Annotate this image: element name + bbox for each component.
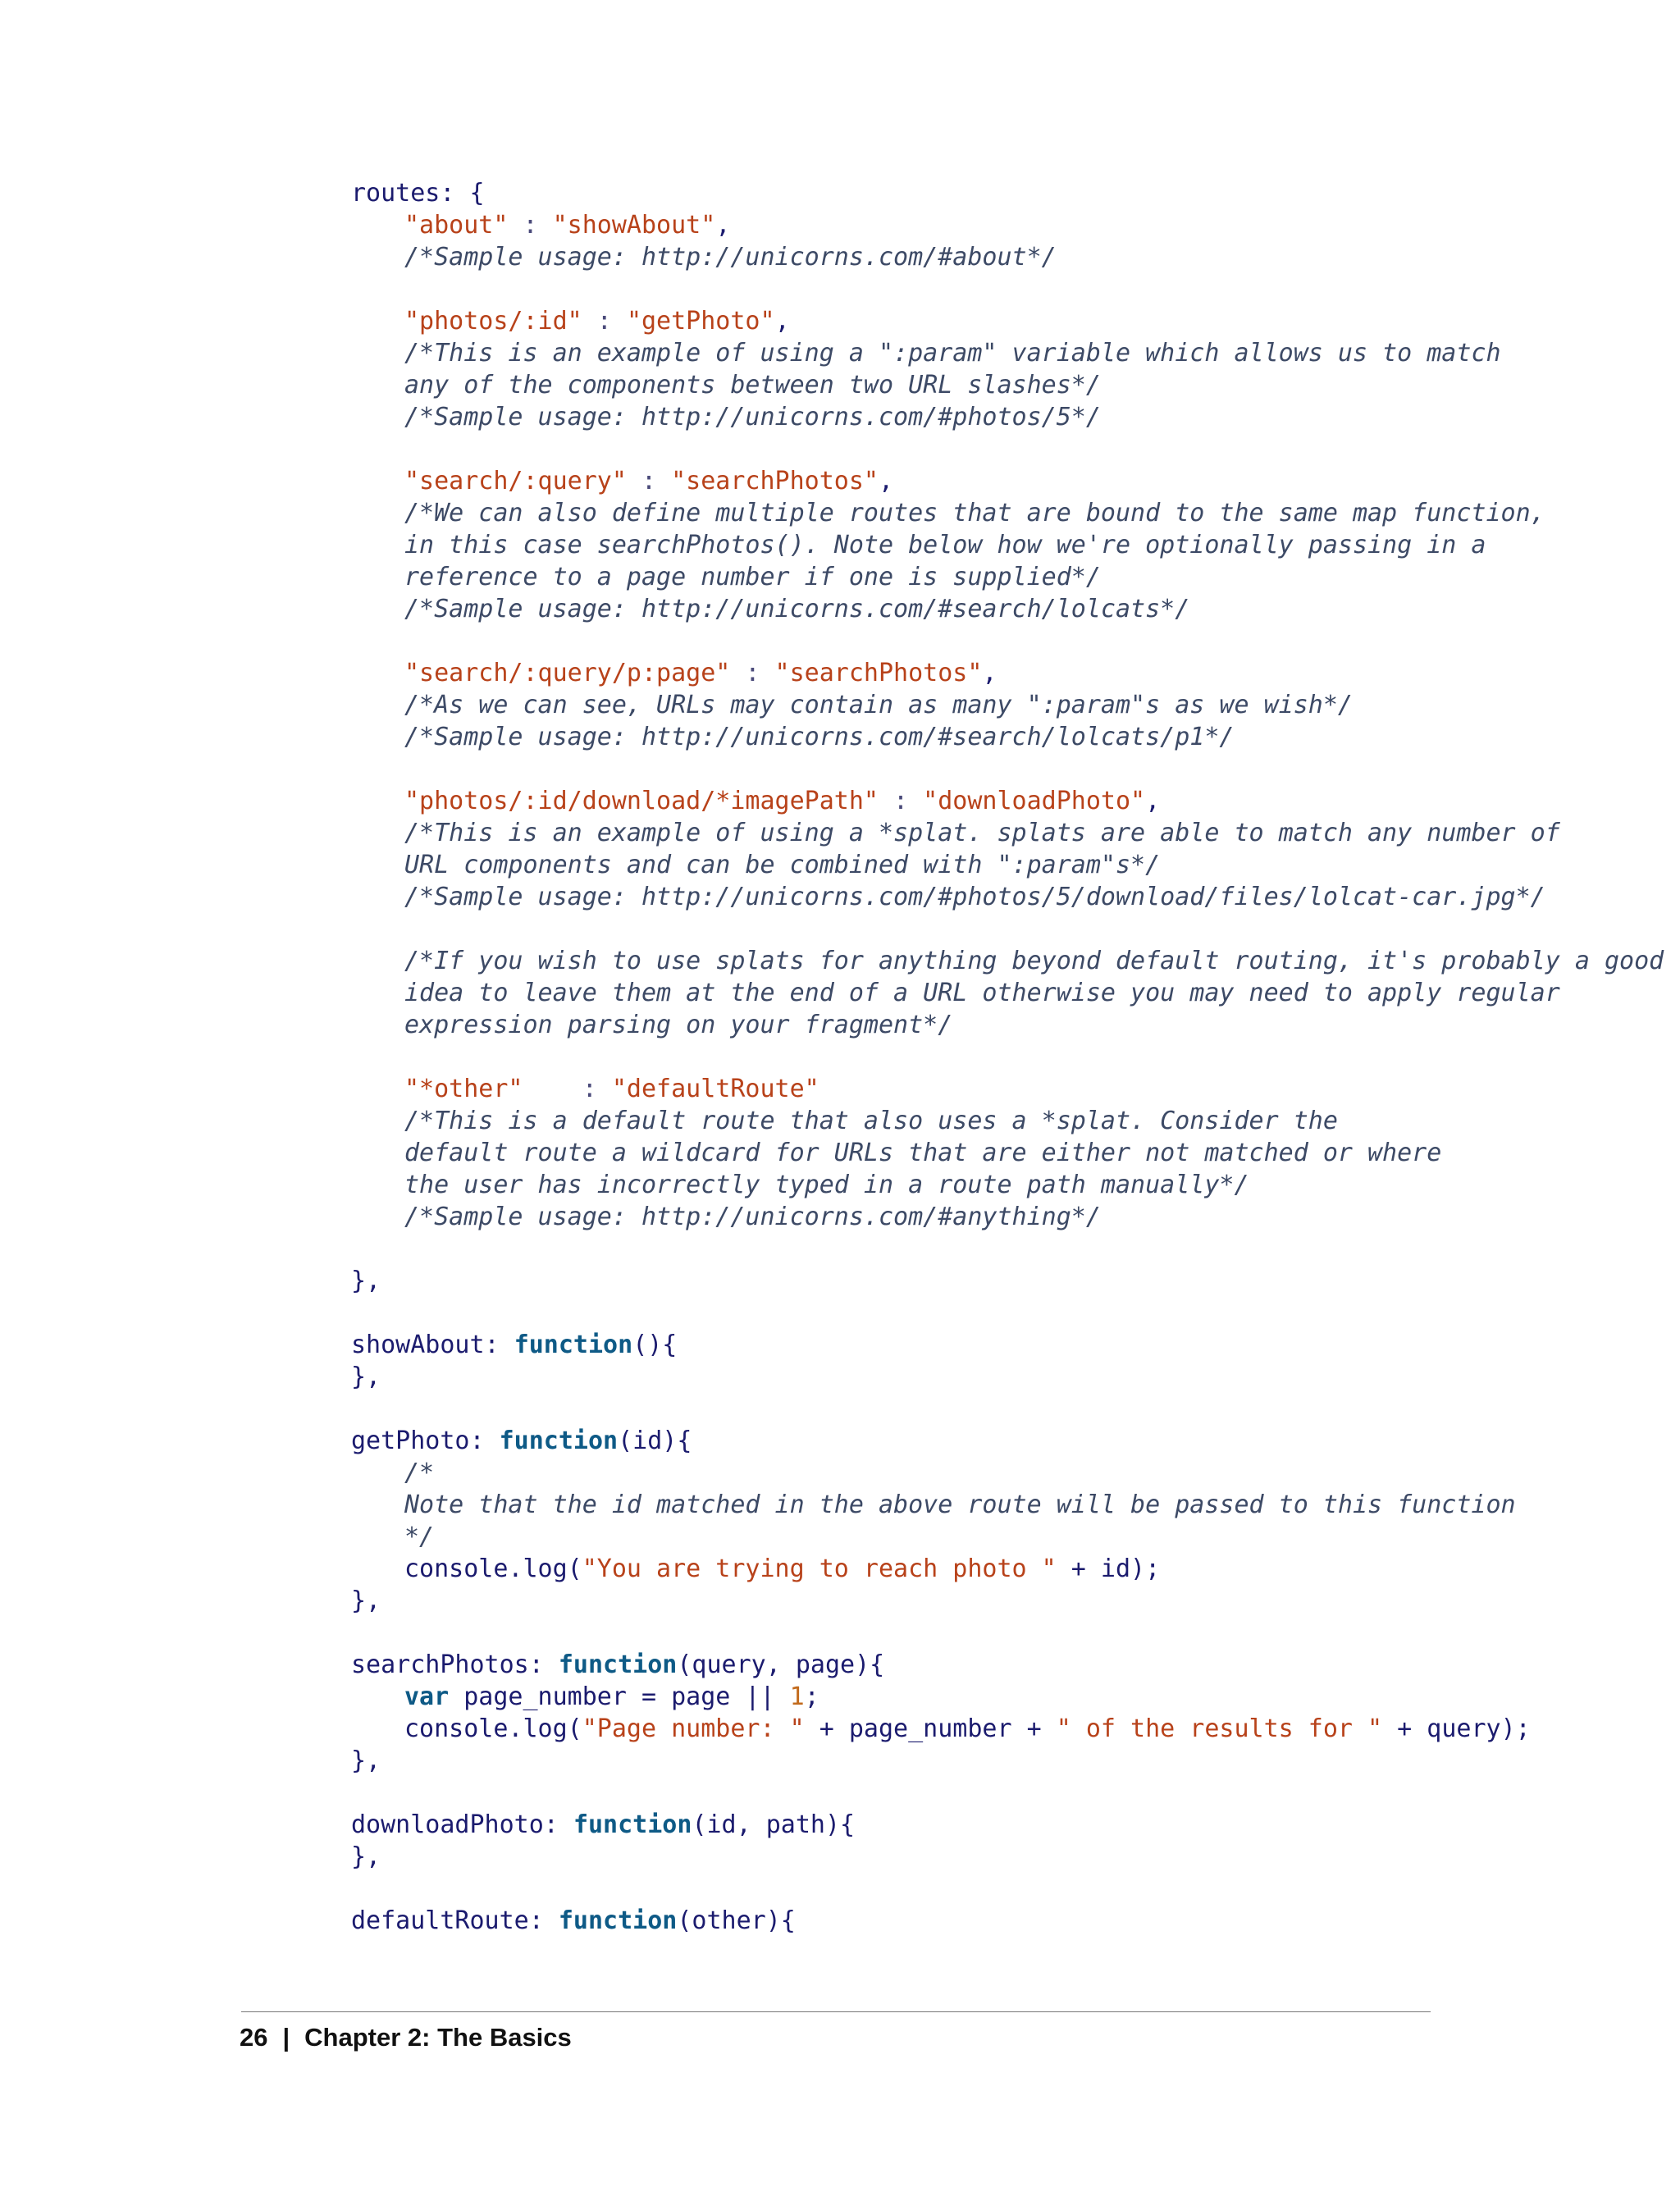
code-line [351, 1809, 1631, 1841]
function-keyword: function [558, 1906, 678, 1935]
code-comment: /*Sample usage: http://unicorns.com/#search/lolcats/p1*/ [404, 723, 1235, 751]
code-text: (other){ [677, 1906, 796, 1935]
number-literal: 1 [789, 1682, 805, 1711]
var-keyword: var [404, 1682, 450, 1711]
code-line [351, 465, 1631, 497]
blank-line [351, 1777, 1631, 1809]
code-line [351, 177, 1631, 209]
code-text: (id, path){ [692, 1810, 856, 1839]
code-text: + id); [1056, 1554, 1161, 1583]
code-comment: /*Sample usage: http://unicorns.com/#photos/5/download/files/lolcat-car.jpg*/ [404, 883, 1545, 911]
code-comment: /*Sample usage: http://unicorns.com/#anything*/ [404, 1203, 1101, 1231]
code-comment: /*This is an example of using a *splat. splats are able to match any number of [404, 819, 1560, 847]
code-line [351, 209, 1631, 241]
code-punct: : [523, 1075, 612, 1103]
page-footer [240, 2023, 572, 2052]
code-text: (id){ [618, 1427, 692, 1455]
code-punct: , [1145, 787, 1161, 815]
code-line [351, 1265, 1631, 1297]
code-comment: /* [404, 1459, 435, 1487]
code-text: console.log( [404, 1714, 582, 1743]
code-line [351, 1361, 1631, 1393]
code-comment: /*Sample usage: http://unicorns.com/#search/lolcats*/ [404, 595, 1190, 623]
code-line [351, 1841, 1631, 1873]
code-line [351, 657, 1631, 689]
code-punct: : [582, 307, 627, 336]
function-keyword: function [558, 1650, 678, 1679]
code-comment: /*This is an example of using a ":param" variable which allows us to match [404, 339, 1501, 368]
code-comment: any of the components between two URL slashes*/ [404, 371, 1101, 399]
code-comment: /*This is a default route that also uses a *splat. Consider the [404, 1107, 1338, 1135]
code-comment: expression parsing on your fragment*/ [404, 1011, 953, 1039]
code-comment: in this case searchPhotos(). Note below how we're optionally passing in a [404, 531, 1486, 559]
chapter-title: Chapter 2: The Basics [304, 2023, 572, 2052]
string-literal: " of the results for " [1056, 1714, 1383, 1743]
code-punct: : [730, 659, 775, 687]
footer-divider [241, 2011, 1431, 2012]
code-comment: idea to leave them at the end of a URL otherwise you may need to apply regular [404, 979, 1560, 1007]
code-punct: : [508, 211, 553, 240]
blank-line [351, 1297, 1631, 1329]
code-line [351, 1681, 1631, 1713]
code-line [351, 785, 1631, 817]
route-handler: "showAbout" [552, 211, 716, 240]
code-punct: : [878, 787, 924, 815]
blank-line [351, 625, 1631, 657]
route-handler: "searchPhotos" [671, 467, 879, 495]
code-comment: */ [404, 1522, 435, 1551]
blank-line [351, 1393, 1631, 1425]
blank-line [351, 433, 1631, 465]
route-handler: "getPhoto" [626, 307, 775, 336]
method-name: showAbout: [351, 1331, 514, 1359]
code-text: page_number = page || [449, 1682, 790, 1711]
code-listing [351, 177, 1664, 1937]
route-handler: "searchPhotos" [774, 659, 983, 687]
function-keyword: function [573, 1810, 692, 1839]
method-name: searchPhotos: [351, 1650, 559, 1679]
code-comment: default route a wildcard for URLs that are either not matched or where [404, 1139, 1442, 1167]
code-punct: , [774, 307, 790, 336]
code-text: }, [351, 1363, 381, 1391]
code-comment: /*Sample usage: http://unicorns.com/#about*/ [404, 243, 1057, 272]
blank-line [351, 273, 1631, 305]
code-text: }, [351, 1586, 381, 1615]
code-line [351, 1329, 1631, 1361]
blank-line [351, 1041, 1631, 1073]
blank-line [351, 753, 1631, 785]
code-comment: /*Sample usage: http://unicorns.com/#photos/5*/ [404, 403, 1101, 431]
route-pattern: "photos/:id/download/*imagePath" [404, 787, 879, 815]
route-pattern: "search/:query/p:page" [404, 659, 731, 687]
code-comment: /*If you wish to use splats for anything beyond default routing, it's probably a good [404, 947, 1664, 975]
code-line [351, 1745, 1631, 1777]
code-comment: /*We can also define multiple routes that are bound to the same map function, [404, 499, 1545, 527]
method-name: downloadPhoto: [351, 1810, 573, 1839]
code-text: }, [351, 1267, 381, 1295]
route-pattern: "search/:query" [404, 467, 627, 495]
string-literal: "Page number: " [582, 1714, 805, 1743]
string-literal: "You are trying to reach photo " [582, 1554, 1057, 1583]
blank-line [351, 1873, 1631, 1905]
code-line [351, 1073, 1631, 1105]
code-text: }, [351, 1842, 381, 1871]
route-pattern: "photos/:id" [404, 307, 582, 336]
code-punct: , [879, 467, 894, 495]
method-name: getPhoto: [351, 1427, 500, 1455]
code-text: }, [351, 1746, 381, 1775]
code-text: + page_number + [804, 1714, 1057, 1743]
code-comment: Note that the id matched in the above route will be passed to this function [404, 1491, 1516, 1519]
code-text: ; [804, 1682, 819, 1711]
code-line [351, 1425, 1631, 1457]
function-keyword: function [514, 1331, 633, 1359]
page-number: 26 [240, 2023, 268, 2052]
route-handler: "defaultRoute" [611, 1075, 819, 1103]
code-punct: : [626, 467, 672, 495]
code-text: console.log( [404, 1554, 582, 1583]
blank-line [351, 1233, 1631, 1265]
footer-separator: | [282, 2023, 290, 2052]
method-name: defaultRoute: [351, 1906, 559, 1935]
route-handler: "downloadPhoto" [923, 787, 1146, 815]
code-line [351, 305, 1631, 337]
code-text: (query, page){ [677, 1650, 885, 1679]
code-line [351, 1585, 1631, 1617]
route-pattern: "*other" [404, 1075, 523, 1103]
code-comment: URL components and can be combined with ":param"s*/ [404, 851, 1161, 879]
code-punct: , [982, 659, 998, 687]
code-line [351, 1553, 1631, 1585]
code-line [351, 1905, 1631, 1937]
code-text: + query); [1382, 1714, 1531, 1743]
blank-line [351, 913, 1631, 945]
code-comment: the user has incorrectly typed in a route path manually*/ [404, 1171, 1249, 1199]
code-comment: /*As we can see, URLs may contain as many ":param"s as we wish*/ [404, 691, 1353, 719]
function-keyword: function [499, 1427, 619, 1455]
code-text: (){ [632, 1331, 678, 1359]
code-text: routes: { [351, 179, 485, 208]
route-pattern: "about" [404, 211, 509, 240]
code-line [351, 1649, 1631, 1681]
code-line [351, 1713, 1631, 1745]
blank-line [351, 1617, 1631, 1649]
code-punct: , [715, 211, 731, 240]
code-comment: reference to a page number if one is supplied*/ [404, 563, 1101, 591]
